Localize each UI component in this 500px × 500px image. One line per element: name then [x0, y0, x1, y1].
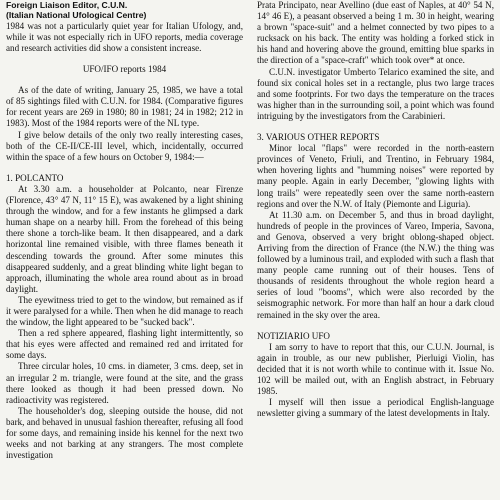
- paragraph: Prata Principato, near Avellino (due east of Naples, at 40° 54 N, 14° 46 E), a peasant observed a being 1 m. 30 in height, wearing a brown "space-suit" and a helmet connected by two pipes to a rucksack on his back. The entity was holding a forked stick in his hand and hovering above the ground, emitting blue sparks in the direction of a "space-craft" which took over* at once.: [257, 0, 494, 66]
- paragraph: As of the date of writing, January 25, 1985, we have a total of 85 sightings filed with C.U.N. for 1984. (Comparative figures for recent years are 269 in 1980; 80 in 1981; 24 in 1982; 212 in 1983). Most of the 1984 reports were of the NL type.: [6, 85, 243, 129]
- right-column: [257, 0, 494, 419]
- paragraph: The eyewitness tried to get to the window, but remained as if it were paralysed for a while. Then when he did manage to reach the window, the light appeared to be "sucked back".: [6, 294, 243, 328]
- section-heading-notiziario: NOTIZIARIO UFO: [257, 330, 330, 341]
- section-title: UFO/IFO reports 1984: [82, 64, 167, 75]
- paragraph: At 3.30 a.m. a householder at Polcanto, near Firenze (Florence, 43° 47 N, 11° 15 E), was awakened by a light shining through the window, and for a few instants he glimpsed a dark human shape on a nearby hill. From the forehead of this being there shone a torch-like beam. It then disappeared, and a dark horizontal line remained visible, with three flames beneath it descending towards the ground. After some minutes this disappeared suddenly, and a great blinding white light began to approach, illuminating the whole area round about as in broad daylight.: [6, 183, 243, 294]
- paragraph: Three circular holes, 10 cms. in diameter, 3 cms. deep, set in an irregular 2 m. triangle, were found at the site, and the grass there looked as though it had been pressed down. No radioactivity was registered.: [6, 361, 243, 405]
- left-column: [6, 0, 243, 461]
- paragraph: At 11.30 a.m. on December 5, and thus in broad daylight, hundreds of people in the provinces of Vareo, Imperia, Savona, and Genova, observed a very bright oblong-shaped object. Arriving from the direction of France (the N.W.) the thing was followed by a luminous trail, and exploded with such a flash that many people came running out of their houses. Tens of thousands of residents throughout the whole region heard a series of loud "booms", which were also recorded by the seismographic network. For more than half an hour a dark cloud remained in the sky over the area.: [257, 209, 494, 320]
- paragraph: Then a red sphere appeared, flashing light intermittently, so that his eyes were affected and remained red and irritated for some days.: [6, 328, 243, 361]
- intro-paragraph: 1984 was not a particularly quiet year for Italian Ufology, and, while it was not especially rich in UFO reports, media coverage and research activities did show a consistent increase.: [6, 20, 243, 53]
- paragraph: Minor local "flaps" were recorded in the north-eastern provinces of Veneto, Friuli, and Trentino, in February 1984, when hovering lights and "humming noises" were reported by many people. Again in early December, "glowing lights with long trails" were repeatedly seen over the same north-eastern regions and over the N.W. of Italy (Piemonte and Liguria).: [257, 143, 494, 209]
- paragraph: The householder's dog, sleeping outside the house, did not bark, and behaved in unusual fashion thereafter, refusing all food for some days, and remaining inside his kennel for the next two weeks and not barking at any strangers. The most complete investigation: [6, 405, 243, 461]
- byline-title: Foreign Liaison Editor, C.U.N.: [6, 0, 128, 10]
- paragraph: C.U.N. investigator Umberto Telarico examined the site, and found six conical holes set in a rectangle, plus two large traces and some footprints. For two days the temperature on the traces was higher than in the surrounding soil, a point which was found intriguing by the investigators from the Carabinieri.: [257, 66, 494, 121]
- case-heading-polcanto: 1. POLCANTO: [6, 172, 64, 183]
- byline-organization: (Italian National Ufological Centre): [6, 10, 147, 21]
- paragraph: I give below details of the only two really interesting cases, both of the CE-II/CE-III level, which, incidentally, occurred within the space of a few hours on October 9, 1984:—: [6, 129, 243, 162]
- paragraph: I am sorry to have to report that this, our C.U.N. Journal, is again in trouble, as our new publisher, Pierluigi Violin, has decided that it is not worth while to continue with it. Issue No. 102 will be mailed out, with an English abstract, in February 1985.: [257, 341, 494, 397]
- section-heading-other-reports: 3. VARIOUS OTHER REPORTS: [257, 132, 380, 143]
- paragraph: I myself will then issue a periodical English-language newsletter giving a summary of the latest developments in Italy.: [257, 397, 494, 419]
